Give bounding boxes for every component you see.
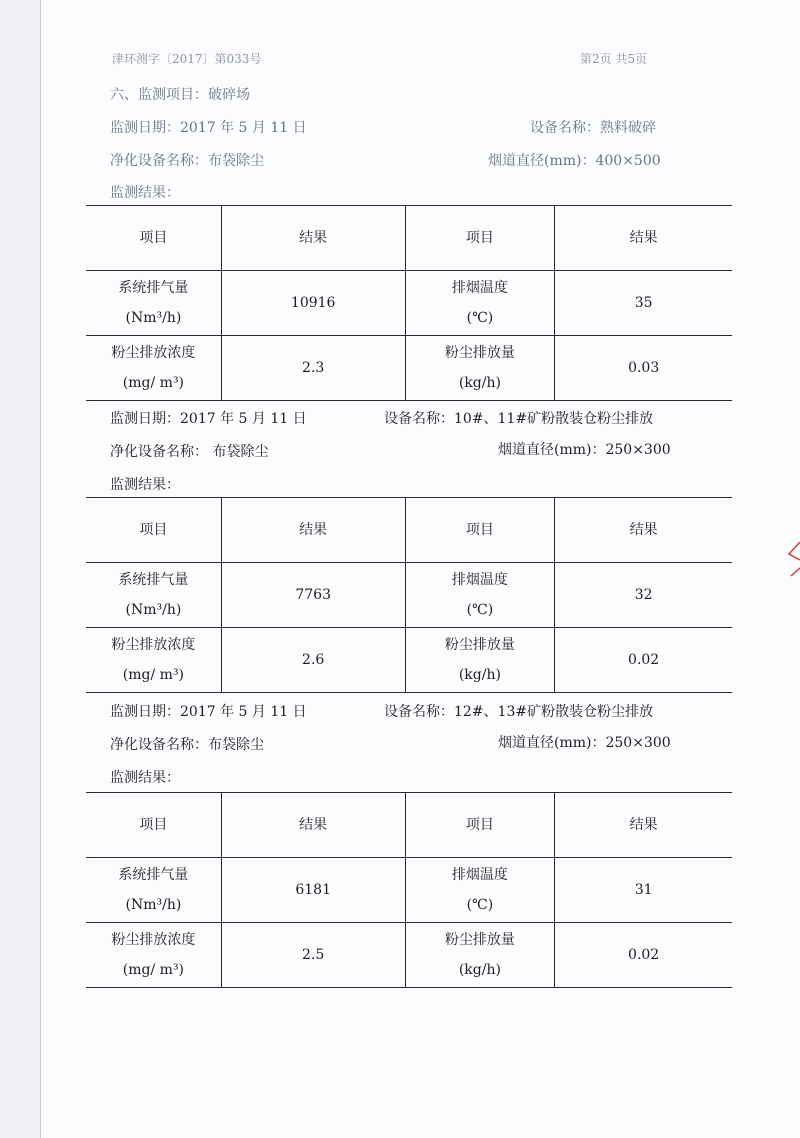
item-unit: (kg/h) (458, 667, 501, 683)
block1-result-label: 监测结果： (110, 185, 180, 201)
item-dust-emission (405, 628, 555, 693)
item-unit: (mg/ m³) (122, 667, 185, 683)
block3-result-table (86, 792, 732, 988)
item-exhaust-volume (86, 563, 221, 628)
value-dust-emission: 0.03 (555, 336, 732, 401)
table-row (86, 923, 732, 988)
value-exhaust-volume: 6181 (221, 858, 405, 923)
block2-date: 监测日期：2017 年 5 月 11 日 (110, 411, 307, 427)
report-number: 津环测字〔2017〕第033号 (112, 52, 262, 66)
table-row (86, 858, 732, 923)
item-unit: (Nm³/h) (125, 310, 182, 326)
item-label: 系统排气量 (118, 572, 189, 588)
item-label: 粉尘排放量 (444, 932, 515, 948)
item-label: 粉尘排放浓度 (111, 637, 196, 653)
item-label: 系统排气量 (118, 280, 189, 296)
item-unit: (Nm³/h) (125, 897, 182, 913)
binding-spine (0, 0, 40, 1138)
item-exhaust-volume (86, 858, 221, 923)
block3-device: 设备名称：12#、13#矿粉散装仓粉尘排放 (384, 704, 654, 720)
table-row (86, 271, 732, 336)
block1-purifier: 净化设备名称：布袋除尘 (110, 153, 264, 169)
item-dust-concentration (86, 336, 221, 401)
block1-device: 设备名称：熟料破碎 (530, 120, 656, 136)
header-result: 结果 (221, 793, 405, 858)
block1-date: 监测日期：2017 年 5 月 11 日 (110, 120, 307, 136)
item-unit: (mg/ m³) (122, 375, 185, 391)
header-result: 结果 (221, 206, 405, 271)
item-exhaust-volume (86, 271, 221, 336)
item-flue-temperature (405, 563, 555, 628)
item-unit: (℃) (466, 897, 494, 913)
header-item: 项目 (86, 498, 221, 563)
seal-edge-mark (786, 540, 800, 580)
section-title: 六、监测项目：破碎场 (110, 87, 250, 103)
table-row (86, 336, 732, 401)
item-label: 系统排气量 (118, 867, 189, 883)
header-result: 结果 (555, 498, 732, 563)
item-dust-emission (405, 336, 555, 401)
value-exhaust-volume: 10916 (221, 271, 405, 336)
block3-result-label: 监测结果： (110, 770, 180, 786)
table-header-row (86, 498, 732, 563)
block2-result-table (86, 497, 732, 693)
value-dust-concentration: 2.6 (221, 628, 405, 693)
value-dust-concentration: 2.3 (221, 336, 405, 401)
block2-purifier: 净化设备名称： 布袋除尘 (110, 444, 269, 460)
header-item: 项目 (86, 793, 221, 858)
item-label: 排烟温度 (451, 280, 508, 296)
item-label: 粉尘排放浓度 (111, 345, 196, 361)
header-item: 项目 (86, 206, 221, 271)
page-indicator: 第2页 共5页 (580, 52, 648, 66)
block3-purifier: 净化设备名称：布袋除尘 (110, 737, 264, 753)
block1-duct: 烟道直径(mm)：400×500 (488, 153, 661, 169)
item-dust-emission (405, 923, 555, 988)
item-label: 粉尘排放量 (444, 345, 515, 361)
header-result: 结果 (555, 793, 732, 858)
table-row (86, 563, 732, 628)
block2-device: 设备名称：10#、11#矿粉散装仓粉尘排放 (384, 411, 654, 427)
item-flue-temperature (405, 858, 555, 923)
header-item: 项目 (405, 793, 555, 858)
item-unit: (kg/h) (458, 375, 501, 391)
item-dust-concentration (86, 628, 221, 693)
item-label: 排烟温度 (451, 572, 508, 588)
block1-result-table (86, 205, 732, 401)
item-label: 粉尘排放量 (444, 637, 515, 653)
header-result: 结果 (555, 206, 732, 271)
header-item: 项目 (405, 206, 555, 271)
table-row (86, 628, 732, 693)
item-unit: (Nm³/h) (125, 602, 182, 618)
value-dust-emission: 0.02 (555, 628, 732, 693)
item-label: 粉尘排放浓度 (111, 932, 196, 948)
table-header-row (86, 206, 732, 271)
header-result: 结果 (221, 498, 405, 563)
item-dust-concentration (86, 923, 221, 988)
table-header-row (86, 793, 732, 858)
value-flue-temperature: 31 (555, 858, 732, 923)
item-unit: (mg/ m³) (122, 962, 185, 978)
value-dust-emission: 0.02 (555, 923, 732, 988)
header-item: 项目 (405, 498, 555, 563)
item-unit: (℃) (466, 602, 494, 618)
item-label: 排烟温度 (451, 867, 508, 883)
item-unit: (℃) (466, 310, 494, 326)
value-exhaust-volume: 7763 (221, 563, 405, 628)
value-dust-concentration: 2.5 (221, 923, 405, 988)
item-flue-temperature (405, 271, 555, 336)
item-unit: (kg/h) (458, 962, 501, 978)
value-flue-temperature: 32 (555, 563, 732, 628)
block3-duct: 烟道直径(mm)：250×300 (498, 735, 671, 751)
block2-result-label: 监测结果： (110, 477, 180, 493)
block3-date: 监测日期：2017 年 5 月 11 日 (110, 704, 307, 720)
block2-duct: 烟道直径(mm)：250×300 (498, 442, 671, 458)
value-flue-temperature: 35 (555, 271, 732, 336)
